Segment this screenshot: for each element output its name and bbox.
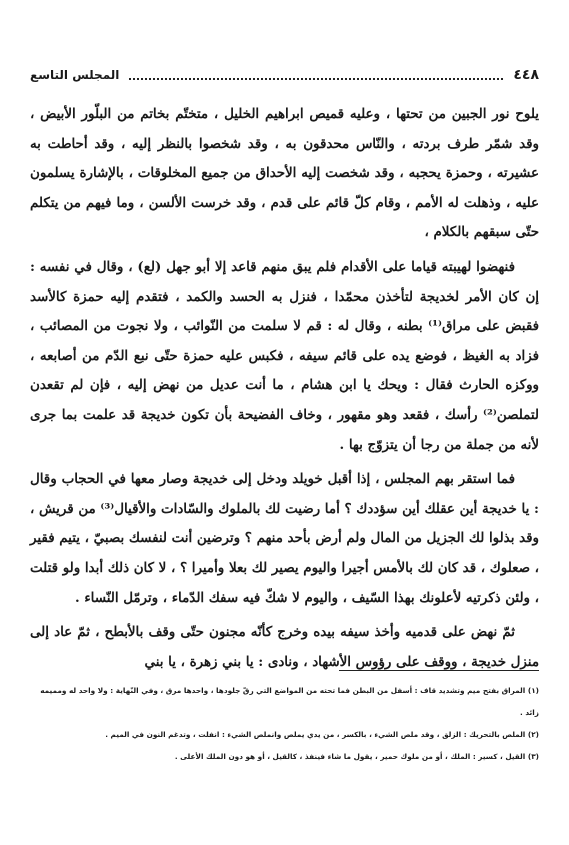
main-text	[30, 100, 539, 677]
section-title: المجلس التاسع	[30, 68, 120, 82]
running-header	[30, 64, 539, 86]
paragraph: فما استقر بهم المجلس ، إذا أقبل خويلد ودخل إلى خديجة وصار معها في الحجاب وقال : يا خديجة أين عقلك أين سؤددك ؟ أما رضيت لك بالملوك والسّادات والأقيال⁽³⁾ من قريش ، وقد بذلوا لك الجزيل من المال ولم أرض بأحد منهم ؟ وترضين أنت لنفسك بصبيّ ، يتيم فقير ، صعلوك ، قد كان لك بالأمس أجيرا واليوم يصير لك بعلا وأميرا ؟ ، لا كان ذلك أبدا ولو قتلت ، ولئن ذكرتيه لأعلونك بهذا السّيف ، واليوم لا شكّ فيه سفك الدّماء ، وترمّل النّساء .	[30, 471, 539, 606]
page-number: ٤٤٨	[513, 67, 539, 83]
footnotes	[30, 680, 539, 768]
footnote: (٢) الملص بالتحريك : الزلق ، وقد ملص الشيء ، بالكسر ، من يدي يملص وانملص الشيء : انفلت ، وتدغم النون في الميم .	[105, 730, 539, 739]
header-dotted-leader	[129, 70, 503, 80]
footnote-separator	[339, 670, 539, 671]
paragraph: فنهضوا لهيبته قياما على الأقدام فلم يبق منهم قاعد إلا أبو جهل (لع) ، وقال في نفسه : إن كان الأمر لخديجة لتأخذن محمّدا ، فنزل به الحسد والكمد ، فتقدم إليه حمزة كالأسد فقبض على مراق⁽¹⁾ بطنه ، وقال له : قم لا سلمت من النّوائب ، ولا نجوت من المصائب ، فزاد به الغيظ ، فوضع يده على قائم سيفه ، فكبس عليه حمزة حتّى نبع الدّم من أصابعه ، ووكزه الحارث فقال : ويحك يا ابن هشام ، ما أنت عديل من نهض إليه ، فإن لم تقعدن لتملصن⁽²⁾ رأسك ، فقعد وهو مقهور ، وخاف الفضيحة بأن تكون خديجة قد علمت بما جرى لأنه من جملة من رجا أن يتزوّج بها .	[30, 258, 539, 453]
footnote: (١) المراق بفتح ميم وتشديد قاف : أسفل من البطن فما تحته من المواضع التي رقّ جلودها ، واحدها مرق ، وفي النّهاية : ولا واحد له ومميمه زائد .	[40, 686, 539, 717]
paragraph: يلوح نور الجبين من تحتها ، وعليه قميص ابراهيم الخليل ، متختّم بخاتم من البلّور الأبيض ، وقد شمّر طرف بردته ، والنّاس محدقون به ، وقد شخصوا بالنظر إليه ، وقد أحاطت به عشيرته ، وحمزة يحجبه ، وقد شخصت إليه الأحداق من جميع المخلوقات ، بالإشارة يسلمون عليه ، وذهلت له الأمم ، وقام كلّ قائم على قدم ، وقد خرست الألسن ، وما فيهم من يتكلم حتّى سبقهم بالكلام ،	[30, 106, 539, 241]
paragraph: ثمّ نهض على قدميه وأخذ سيفه بيده وخرج كأنّه مجنون حتّى وقف بالأبطح ، ثمّ عاد إلى منزل خديجة ، ووقف على رؤوس الأشهاد ، ونادى : يا بني زهرة ، يا بني	[30, 624, 539, 670]
footnote: (٣) القيل ، كسير : الملك ، أو من ملوك حمير ، يقول ما شاء فينفذ ، كالقيل ، أو هو دون الملك الأعلى .	[174, 752, 539, 761]
